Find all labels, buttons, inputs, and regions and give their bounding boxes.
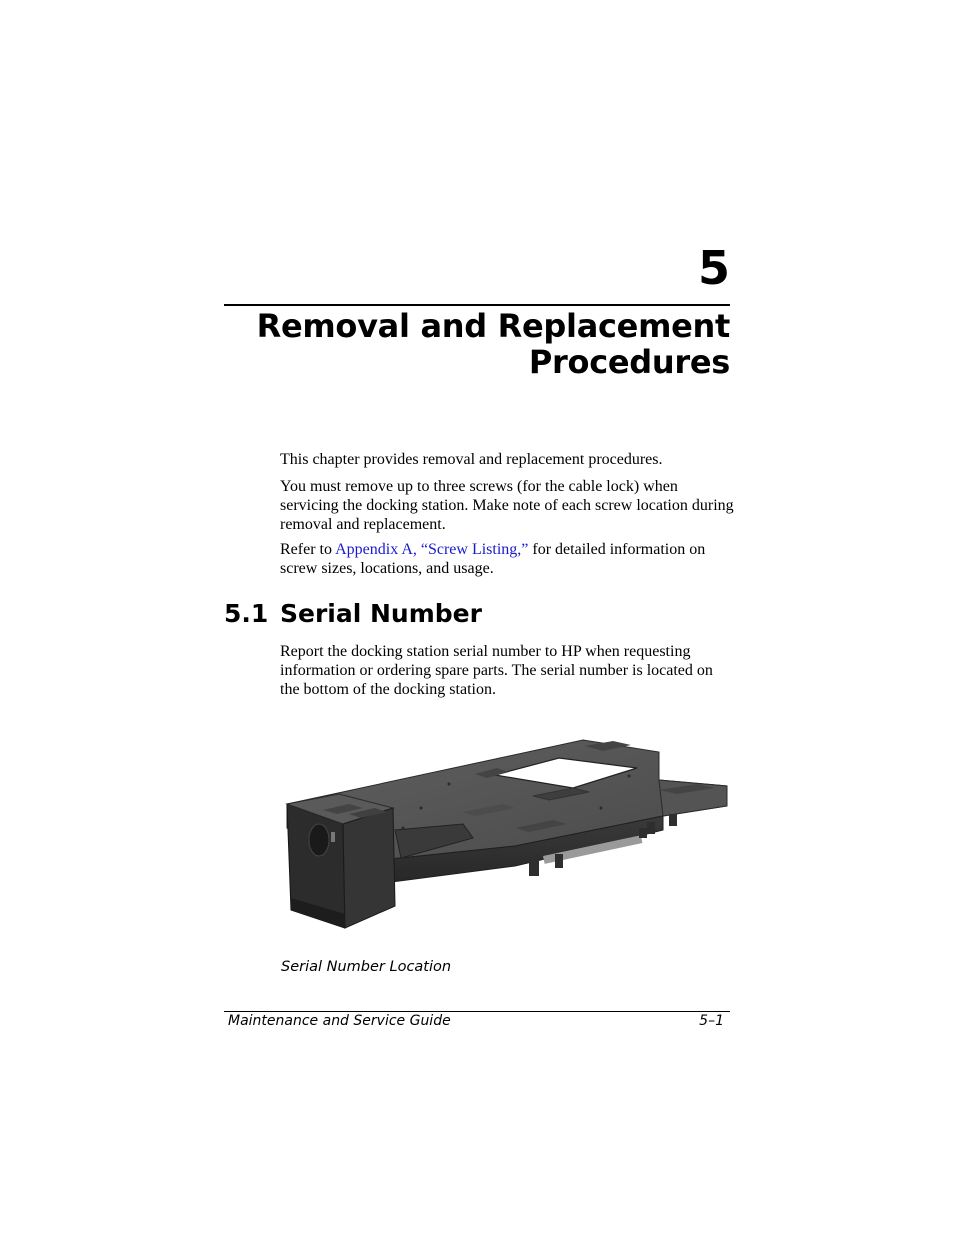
intro-text-3 [280, 540, 735, 578]
intro-paragraph-2 [280, 477, 735, 534]
figure-caption: Serial Number Location [281, 959, 452, 975]
footer-rule [224, 1011, 730, 1012]
chapter-number: 5 [697, 241, 730, 295]
intro-text-2: You must remove up to three screws (for the cable lock) when servicing the docking station. Make note of each screw location during removal and replacement. [280, 478, 734, 533]
intro-text-3-after: for detailed information on screw sizes, locations, and usage. [280, 541, 706, 577]
footer-document-title: Maintenance and Service Guide [228, 1013, 451, 1029]
section-number: 5.1 [224, 599, 269, 628]
chapter-title-line1: Removal and Replacement [256, 307, 730, 345]
chapter-title-line2: Procedures [528, 343, 730, 381]
section-title: Serial Number [280, 599, 482, 628]
section-heading [224, 598, 734, 630]
intro-paragraph-1 [280, 450, 735, 469]
footer-page-number: 5–1 [699, 1013, 724, 1029]
chapter-title [224, 308, 730, 380]
section-paragraph [280, 642, 735, 699]
intro-text-3-before: Refer to [280, 541, 336, 558]
appendix-a-link[interactable]: Appendix A, “Screw Listing,” [335, 541, 529, 558]
section-text: Report the docking station serial number to HP when requesting information or ordering spare parts. The serial number is located on the bottom of the docking station. [280, 643, 713, 698]
intro-paragraph-3 [280, 540, 735, 578]
intro-text-1: This chapter provides removal and replacement procedures. [280, 451, 663, 468]
chapter-rule [224, 304, 730, 306]
docking-station-image [283, 738, 729, 932]
